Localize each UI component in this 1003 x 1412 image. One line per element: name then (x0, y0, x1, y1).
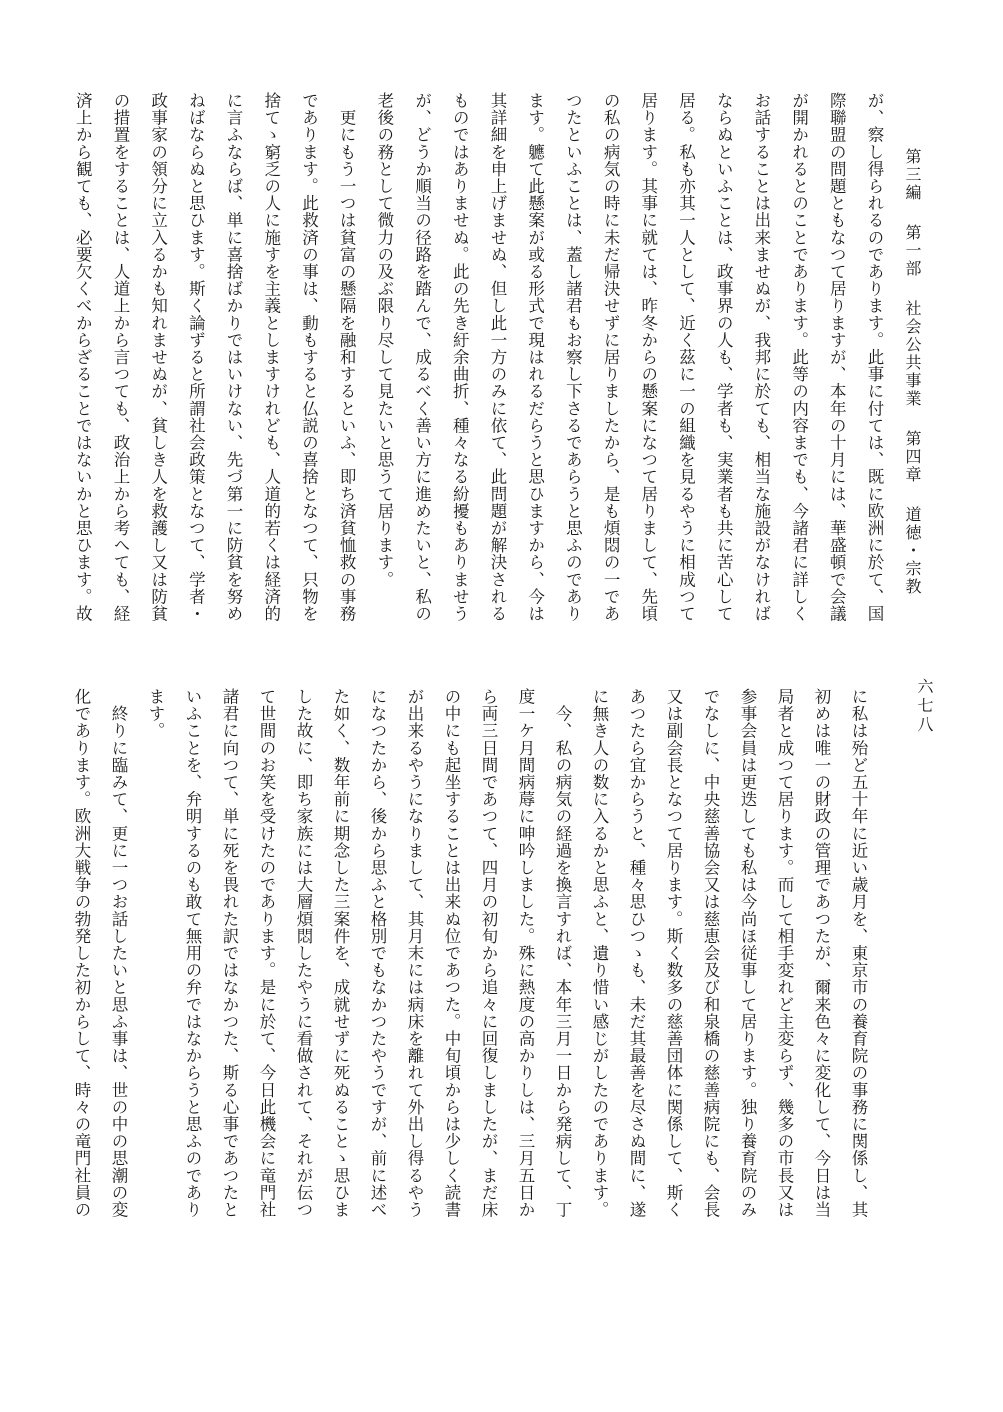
text-column: 局者と成つて居ります。而して相手変れど主変らず、幾多の市長又は (775, 688, 794, 1219)
text-column: ならぬといふことは、政事界の人も、学者も、実業者も共に苦心して (714, 92, 734, 623)
text-column: の中にも起坐することは出来ぬ位であつた。中旬頃からは少しく読書 (442, 688, 461, 1219)
text-column: に私は殆ど五十年に近い歳月を、東京市の養育院の事務に関係し、其 (849, 688, 868, 1219)
text-column: の措置をすることは、人道上から言つても、政治上から考へても、経 (110, 92, 130, 623)
page-number: 六七八 (915, 678, 934, 735)
header-part: 社会公共事業 (903, 300, 922, 408)
text-column: に無き人の数に入るかと思ふと、遺り惜い感じがしたのであります。 (590, 688, 609, 1219)
text-column: 老後の務として微力の及ぶ限り尽して見たいと思うて居ります。 (374, 92, 394, 588)
header-part: 第四章 (903, 430, 922, 484)
text-column: ます。 (146, 688, 165, 740)
text-column: した故に、即ち家族には大層煩悶したやうに看做されて、それが伝つ (294, 688, 313, 1219)
text-column: ます。軈て此懸案が或る形式で現はれるだらうと思ひますから、今は (525, 92, 545, 623)
text-column: つたといふことは、蓋し諸君もお察し下さるであらうと思ふのであり (563, 92, 583, 623)
text-column: 居ります。其事に就ては、昨冬からの懸案になつて居りまして、先頃 (638, 92, 658, 623)
text-column: でなしに、中央慈善協会又は慈恵会及び和泉橋の慈善病院にも、会長 (701, 688, 720, 1219)
header-part: 第一部 (903, 224, 922, 278)
text-block-top (64, 92, 893, 644)
text-column: 政事家の領分に立入るかも知れませぬが、貧しき人を救護し又は防貧 (148, 92, 168, 623)
text-column: 捨てゝ窮乏の人に施すを主義としますけれども、人道的若くは経済的 (261, 92, 281, 623)
text-column: 参事会員は更迭しても私は今尚ほ従事して居ります。独り養育院のみ (738, 688, 757, 1219)
text-block-bottom (63, 688, 877, 1240)
text-column: 化であります。欧洲大戦争の勃発した初からして、時々の竜門社員の (72, 688, 91, 1219)
text-column: に言ふならば、単に喜捨ばかりではいけない、先づ第一に防貧を努め (224, 92, 244, 623)
text-column: あつたら宜からうと、種々思ひつゝも、未だ其最善を尽さぬ間に、遂 (627, 688, 646, 1219)
text-column: が、察し得られるのであります。此事に付ては、既に欧洲に於て、国 (865, 92, 884, 623)
text-column: が出来るやうになりまして、其月末には病床を離れて外出し得るやう (405, 688, 424, 1219)
text-column: 際聯盟の問題ともなつて居りますが、本年の十月には、華盛頓で会議 (827, 92, 847, 623)
text-column: 又は副会長となつて居ります。斯く数多の慈善団体に関係して、斯く (664, 688, 683, 1219)
header-part: 第三編 (903, 148, 922, 202)
text-column: ねばならぬと思ひます。斯く論ずると所謂社会政策となつて、学者・ (186, 92, 206, 623)
text-column: ものではありませぬ。此の先き紆余曲折、種々なる紛擾もありませう (450, 92, 470, 623)
text-column: の私の病気の時に未だ帰決せずに居りましたから、是も煩悶の一であ (601, 92, 621, 623)
text-column: 居る。私も亦其一人として、近く茲に一の組織を見るやうに相成つて (676, 92, 696, 623)
text-column: 其詳細を申上げませぬ、但し此一方のみに依て、此問題が解決される (487, 92, 507, 623)
running-header (902, 148, 922, 618)
text-column: 初めは唯一の財政の管理であつたが、爾来色々に変化して、今日は当 (812, 688, 831, 1219)
text-column: 済上から観ても、必要欠くべからざることではないかと思ひます。故 (73, 92, 93, 623)
text-column: いふことを、弁明するのも敢て無用の弁ではなからうと思ふのであり (183, 688, 202, 1219)
text-column: 更にもう一つは貧富の懸隔を融和するといふ、即ち済貧恤救の事務 (337, 92, 357, 623)
text-column: 度一ケ月間病蓐に呻吟しました。殊に熱度の高かりしは、三月五日か (516, 688, 535, 1219)
text-column: 終りに臨みて、更に一つお話したいと思ふ事は、世の中の思潮の変 (109, 688, 128, 1219)
text-column: であります。此救済の事は、動もすると仏説の喜捨となつて、只物を (299, 92, 319, 623)
text-column: ら両三日間であつて、四月の初旬から追々に回復しましたが、まだ床 (479, 688, 498, 1219)
text-column: になつたから、後から思ふと格別でもなかつたやうですが、前に述べ (368, 688, 387, 1219)
text-column: が、どうか順当の径路を踏んで、成るべく善い方に進めたいと、私の (412, 92, 432, 623)
header-part: 道徳・宗教 (903, 506, 922, 596)
text-column: お話することは出来ませぬが、我邦に於ても、相当な施設がなければ (751, 92, 771, 623)
text-column: て世間のお笑を受けたのであります。是に於て、今日此機会に竜門社 (257, 688, 276, 1219)
text-column: 今、私の病気の経過を換言すれば、本年三月一日から発病して、丁 (553, 688, 572, 1219)
text-column: 諸君に向つて、単に死を畏れた訳ではなかつた、斯る心事であつたと (220, 688, 239, 1219)
text-column: が開かれるとのことであります。此等の内容までも、今諸君に詳しく (789, 92, 809, 623)
text-column: た如く、数年前に期念した三案件を、成就せずに死ぬることゝ思ひま (331, 688, 350, 1219)
